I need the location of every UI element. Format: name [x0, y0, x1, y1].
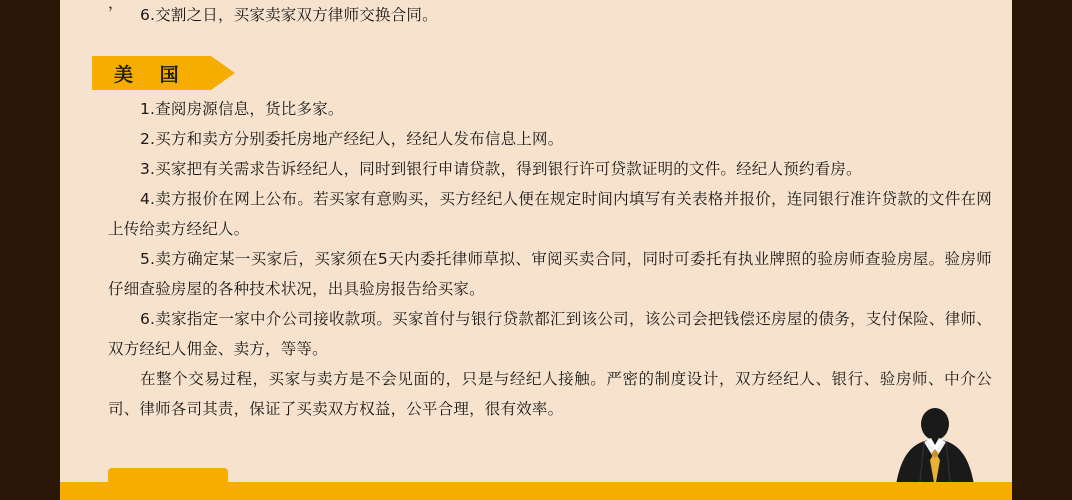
bottom-banner-strip: [60, 482, 1012, 500]
section-banner-body: [92, 56, 211, 90]
list-item: 3.买家把有关需求告诉经纪人，同时到银行申请贷款，得到银行许可贷款证明的文件。经纪人预约看房。: [140, 160, 862, 178]
section-title: 美 国: [114, 63, 189, 86]
section-banner: [92, 56, 211, 90]
previous-section-last-item: [108, 0, 988, 30]
list-item-text: 6.交割之日，买家卖家双方律师交换合同。: [140, 6, 438, 24]
page-right-margin: [1012, 0, 1072, 500]
bottom-tab-shape: [108, 468, 228, 482]
partial-top-line: ，: [108, 0, 124, 12]
closing-paragraph: 在整个交易过程，买家与卖方是不会见面的，只是与经纪人接触。严密的制度设计，双方经纪人、银行、验房师、中介公司、律师各司其责，保证了买卖双方权益，公平合理，很有效率。: [108, 370, 992, 418]
list-item: 1.查阅房源信息，货比多家。: [140, 100, 344, 118]
banner-arrow-shape: [211, 56, 235, 90]
list-item: 6.卖家指定一家中介公司接收款项。买家首付与银行贷款都汇到该公司，该公司会把钱偿还房屋的债务，支付保险、律师、双方经纪人佣金、卖方，等等。: [108, 310, 992, 358]
section-body: [108, 94, 992, 424]
document-page: [60, 0, 1012, 500]
page-left-margin: [0, 0, 60, 500]
list-item: 2.买方和卖方分别委托房地产经纪人，经纪人发布信息上网。: [140, 130, 564, 148]
list-item: 4.卖方报价在网上公布。若买家有意购买，买方经纪人便在规定时间内填写有关表格并报价，连同银行准许贷款的文件在网上传给卖方经纪人。: [108, 190, 992, 238]
list-item: 5.卖方确定某一买家后，买家须在5天内委托律师草拟、审阅买卖合同，同时可委托有执业牌照的验房师查验房屋。验房师仔细查验房屋的各种技术状况，出具验房报告给买家。: [108, 250, 992, 298]
